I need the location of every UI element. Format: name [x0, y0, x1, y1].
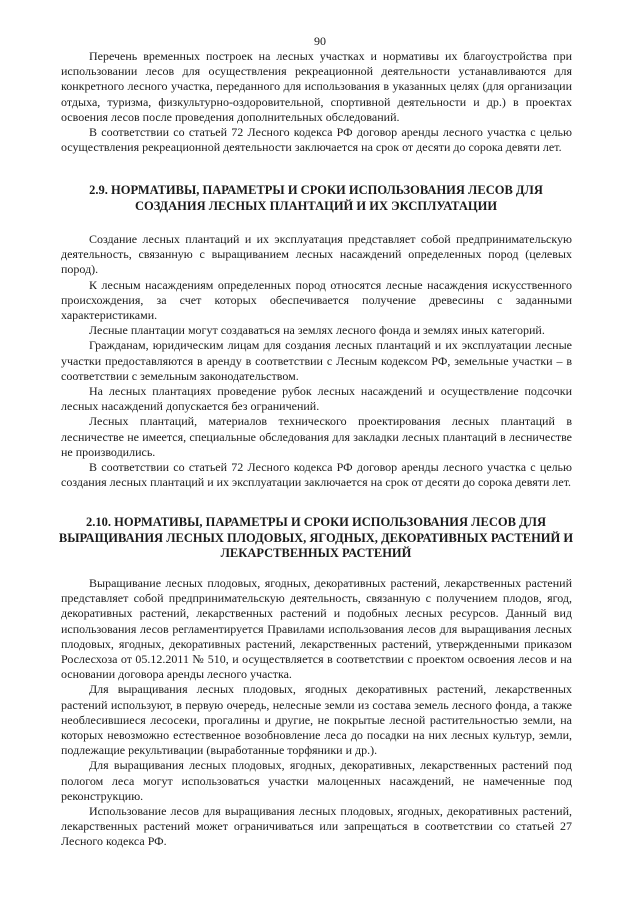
paragraph: Создание лесных плантаций и их эксплуатация представляет собой предпринимательскую деятельность, связанную с выращиванием лесных насаждений определенных пород (целевых пород).: [61, 232, 572, 277]
section-heading-2-10: 2.10. НОРМАТИВЫ, ПАРАМЕТРЫ И СРОКИ ИСПОЛЬЗОВАНИЯ ЛЕСОВ ДЛЯ ВЫРАЩИВАНИЯ ЛЕСНЫХ ПЛОДОВЫХ, ЯГОДНЫХ, ДЕКОРАТИВНЫХ РАСТЕНИЙ И ЛЕКАРСТВЕННЫХ РАСТЕНИЙ: [58, 515, 574, 560]
section-body-2-9: [61, 232, 572, 490]
paragraph: Для выращивания лесных плодовых, ягодных, декоративных, лекарственных растений под пологом леса могут использоваться участки малоценных насаждений, не намеченные под реконструкцию.: [61, 758, 572, 803]
section-heading-2-9: 2.9. НОРМАТИВЫ, ПАРАМЕТРЫ И СРОКИ ИСПОЛЬЗОВАНИЯ ЛЕСОВ ДЛЯ СОЗДАНИЯ ЛЕСНЫХ ПЛАНТАЦИЙ И ИХ ЭКСПЛУАТАЦИИ: [89, 183, 543, 213]
page-number: 90: [314, 34, 326, 48]
paragraph: В соответствии со статьей 72 Лесного кодекса РФ договор аренды лесного участка с целью создания лесных плантаций и их эксплуатации заключается на срок от десяти до сорока девяти лет.: [61, 460, 572, 490]
paragraph: К лесным насаждениям определенных пород относятся лесные насаждения искусственного происхождения, за счет которых обеспечивается получение древесины с заданными характеристиками.: [61, 277, 572, 323]
intro-text: [61, 49, 572, 155]
paragraph: Использование лесов для выращивания лесных плодовых, ягодных, декоративных растений, лекарственных растений может ограничиваться или запрещаться в соответствии со статьей 27 Лесного кодекса РФ.: [61, 804, 572, 849]
paragraph: В соответствии со статьей 72 Лесного кодекса РФ договор аренды лесного участка с целью осуществления рекреационной деятельности заключается на срок от десяти до сорока девяти лет.: [61, 125, 572, 155]
paragraph: Гражданам, юридическим лицам для создания лесных плантаций и их эксплуатации лесные участки предоставляются в аренду в соответствии с Лесным кодексом РФ, земельные участки – в соответствии с земельным законодательством.: [61, 338, 572, 383]
paragraph: Выращивание лесных плодовых, ягодных, декоративных растений, лекарственных растений представляет собой предпринимательскую деятельность, связанную с получением плодов, ягод, декоративных растений, лекарственных растений и подобных лесных ресурсов. Данный вид использования лесов регламентируется Правилами использования лесов для выращивания лесных плодовых, ягодных, декоративных растений, лекарственных растений, утвержденными приказом Рослесхоза от 05.12.2011 № 510, и осуществляется в соответствии с проектом освоения лесов и на основании договора аренды лесного участка.: [61, 576, 572, 682]
paragraph: Для выращивания лесных плодовых, ягодных декоративных растений, лекарственных растений используют, в первую очередь, нелесные земли из состава земель лесного фонда, а также необлесившиеся лесосеки, прогалины и другие, не покрытые лесной растительностью земли, на которых невозможно естественное возобновление леса до посадки на них лесных культур, земли, подлежащие рекультивации (выработанные торфяники и др.).: [61, 682, 572, 758]
paragraph: Перечень временных построек на лесных участках и нормативы их благоустройства при использовании лесов для осуществления рекреационной деятельности устанавливаются для конкретного лесного участка, переданного для использования в указанных целях (для организации отдыха, туризма, физкультурно-оздоровительной, спортивной деятельности и др.) в проектах освоения лесов после проведения дополнительных обследований.: [61, 49, 572, 124]
section-body-2-10: [61, 576, 572, 850]
paragraph: Лесные плантации могут создаваться на землях лесного фонда и землях иных категорий.: [89, 323, 545, 338]
paragraph: На лесных плантациях проведение рубок лесных насаждений и осуществление подсочки лесных насаждений допускается без ограничений.: [61, 384, 572, 414]
paragraph: Лесных плантаций, материалов технического проектирования лесных плантаций в лесничестве не имеется, специальные обследования для закладки лесных плантаций в лесничестве не производились.: [61, 414, 572, 459]
